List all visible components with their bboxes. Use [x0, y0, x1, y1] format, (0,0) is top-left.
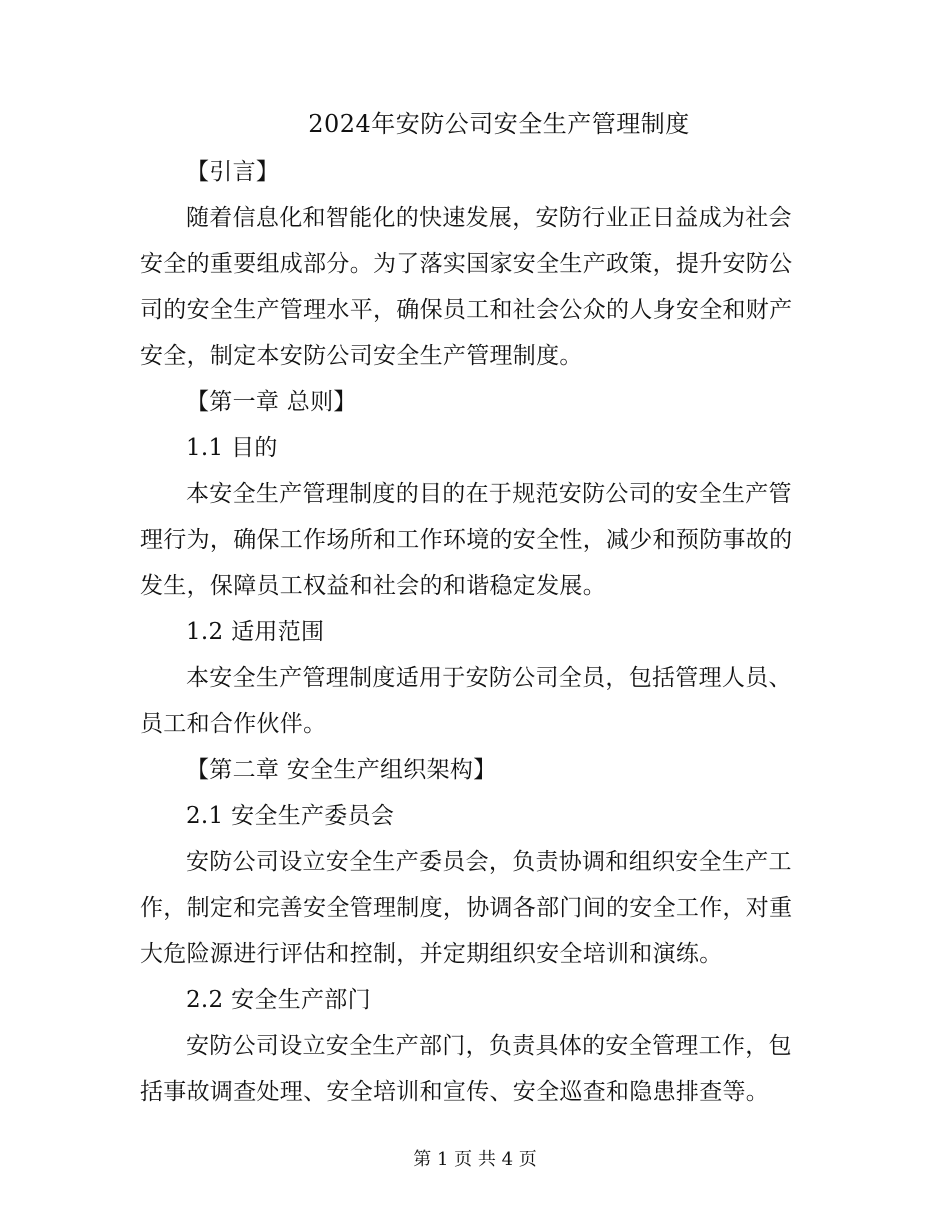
paragraph-line: 安全，制定本安防公司安全生产管理制度。: [140, 343, 583, 369]
paragraph-line: 理行为，确保工作场所和工作环境的安全性，减少和预防事故的: [140, 527, 793, 553]
paragraph-line: 随着信息化和智能化的快速发展，安防行业正日益成为社会: [186, 205, 792, 231]
paragraph-line: 大危险源进行评估和控制，并定期组织安全培训和演练。: [140, 941, 723, 967]
section-heading: 【第二章 安全生产组织架构】: [186, 757, 497, 783]
paragraph-line: 本安全生产管理制度的目的在于规范安防公司的安全生产管: [186, 481, 792, 507]
section-heading: 2.2 安全生产部门: [186, 987, 371, 1013]
paragraph-line: 安防公司设立安全生产部门，负责具体的安全管理工作，包: [186, 1033, 792, 1059]
paragraph-line: 发生，保障员工权益和社会的和谐稳定发展。: [140, 573, 606, 599]
paragraph-line: 司的安全生产管理水平，确保员工和社会公众的人身安全和财产: [140, 297, 793, 323]
section-heading: 【第一章 总则】: [186, 389, 357, 415]
paragraph-line: 本安全生产管理制度适用于安防公司全员，包括管理人员、: [186, 665, 792, 691]
section-heading: 1.2 适用范围: [186, 619, 325, 645]
section-heading: 【引言】: [186, 159, 280, 185]
document-title: 2024年安防公司安全生产管理制度: [308, 110, 690, 138]
section-heading: 1.1 目的: [186, 435, 278, 461]
paragraph-line: 括事故调查处理、安全培训和宣传、安全巡查和隐患排查等。: [140, 1079, 770, 1105]
section-heading: 2.1 安全生产委员会: [186, 803, 395, 829]
paragraph-line: 安防公司设立安全生产委员会，负责协调和组织安全生产工: [186, 849, 792, 875]
paragraph-line: 员工和合作伙伴。: [140, 711, 327, 737]
paragraph-line: 作，制定和完善安全管理制度，协调各部门间的安全工作，对重: [140, 895, 793, 921]
paragraph-line: 安全的重要组成部分。为了落实国家安全生产政策，提升安防公: [140, 251, 793, 277]
document-body: [140, 149, 800, 1115]
page-footer: 第 1 页 共 4 页: [413, 1149, 537, 1170]
